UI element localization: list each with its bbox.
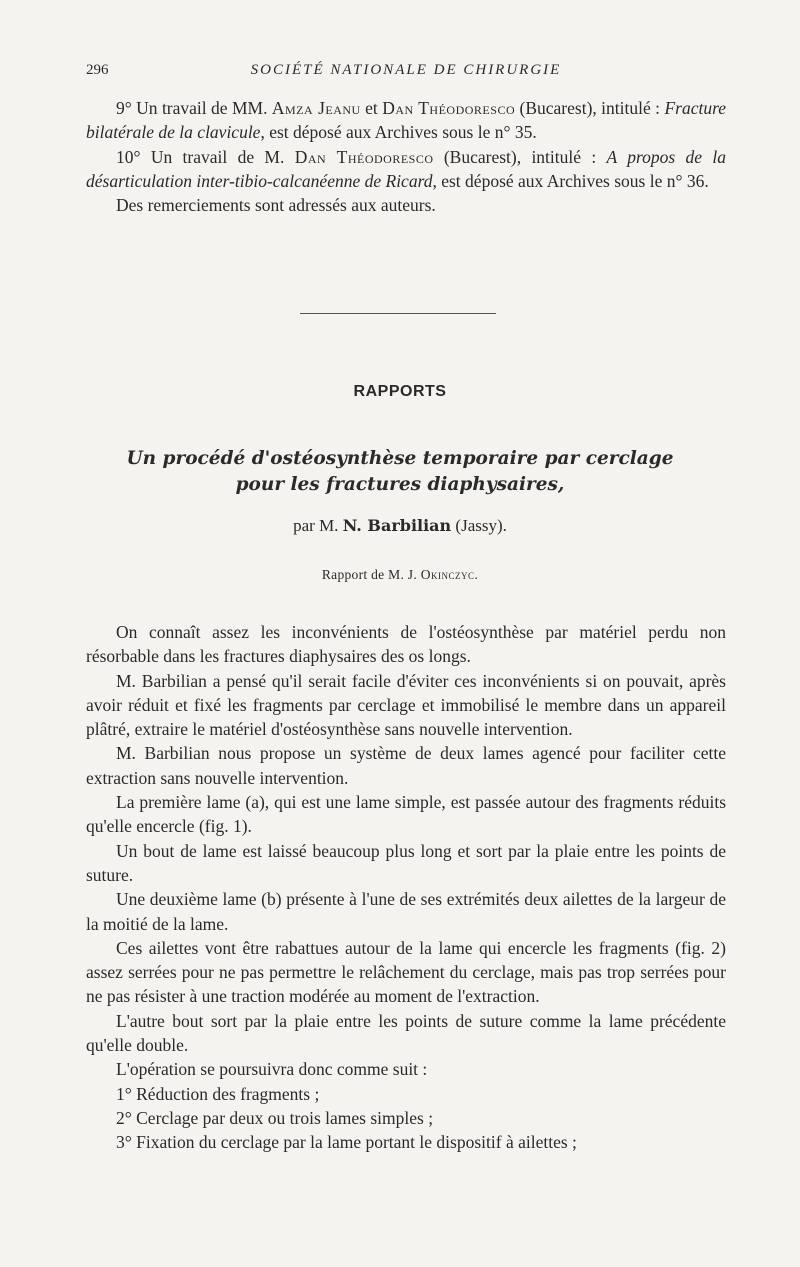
- author-names: Dan Théodoresco: [382, 98, 516, 118]
- body-paragraph: L'autre bout sort par la plaie entre les points de suture comme la lame précédente qu'elle double.: [86, 1010, 726, 1056]
- section-divider: [300, 313, 496, 314]
- announcement-item-10: 10° Un travail de M. Dan Théodoresco (Bucarest), intitulé : A propos de la désarticulation inter-tibio-calcanéenne de Ricard, est déposé aux Archives sous le n° 36.: [86, 146, 727, 191]
- report-attribution: Rapport de M. J. Okinczyc.: [321, 567, 479, 582]
- announcements: [86, 96, 726, 217]
- list-item: 2° Cerclage par deux ou trois lames simples ;: [116, 1107, 434, 1128]
- body-paragraph: M. Barbilian a pensé qu'il serait facile d'éviter ces inconvénients si on pouvait, après avoir réduit et fixé les fragments par cerclage et immobilisé le membre dans un appareil plâtré, extraire le matériel d'ostéosynthèse sans nouvelle intervention.: [86, 670, 726, 740]
- body-paragraph: La première lame (a), qui est une lame simple, est passée autour des fragments réduits qu'elle encercle (fig. 1).: [86, 792, 726, 837]
- article-byline: par M. N. Barbilian (Jassy).: [293, 516, 507, 535]
- list-item: 1° Réduction des fragments ;: [116, 1083, 320, 1104]
- reporter-name: Okinczyc: [420, 567, 475, 582]
- article-title: Un procédé d'ostéosynthèse temporaire par cerclage pour les fractures diaphysaires,: [126, 448, 674, 495]
- section-heading: RAPPORTS: [353, 383, 447, 400]
- body-paragraph: Un bout de lame est laissé beaucoup plus long et sort par la plaie entre les points de suture.: [86, 840, 726, 885]
- body-paragraph: Ces ailettes vont être rabattues autour de la lame qui encercle les fragments (fig. 2) assez serrées pour ne pas permettre le relâchement du cerclage, mais pas trop serrées pour ne pas résister à une traction modérée au moment de l'extraction.: [86, 937, 726, 1007]
- author-names: Dan Théodoresco: [294, 146, 434, 167]
- body-paragraph: M. Barbilian nous propose un système de deux lames agencé pour faciliter cette extraction sans nouvelle intervention.: [86, 743, 726, 788]
- author-name: N. Barbilian: [342, 516, 452, 535]
- list-item: 3° Fixation du cerclage par la lame portant le dispositif à ailettes ;: [116, 1132, 577, 1153]
- page-header: [86, 62, 726, 84]
- body-paragraph: Une deuxième lame (b) présente à l'une de ses extrémités deux ailettes de la largeur de la moitié de la lame.: [86, 889, 726, 934]
- body-paragraph: On connaît assez les inconvénients de l'ostéosynthèse par matériel perdu non résorbable dans les fractures diaphysaires des os longs.: [86, 622, 726, 667]
- author-names: Amza Jeanu: [271, 98, 361, 118]
- work-title: Fracture bilatérale de la clavicule: [86, 98, 726, 143]
- body-paragraph: L'opération se poursuivra donc comme suit :: [116, 1059, 428, 1080]
- work-title: A propos de la désarticulation inter-tibio-calcanéenne de Ricard: [86, 146, 727, 191]
- running-title: SOCIÉTÉ NATIONALE DE CHIRURGIE: [250, 62, 562, 78]
- article-body: [86, 620, 726, 1155]
- thanks-line: Des remerciements sont adressés aux auteurs.: [116, 195, 436, 216]
- page-number: 296: [86, 62, 109, 78]
- announcement-item-9: 9° Un travail de MM. Amza Jeanu et Dan Théodoresco (Bucarest), intitulé : Fracture bilatérale de la clavicule, est déposé aux Archives sous le n° 35.: [86, 98, 726, 143]
